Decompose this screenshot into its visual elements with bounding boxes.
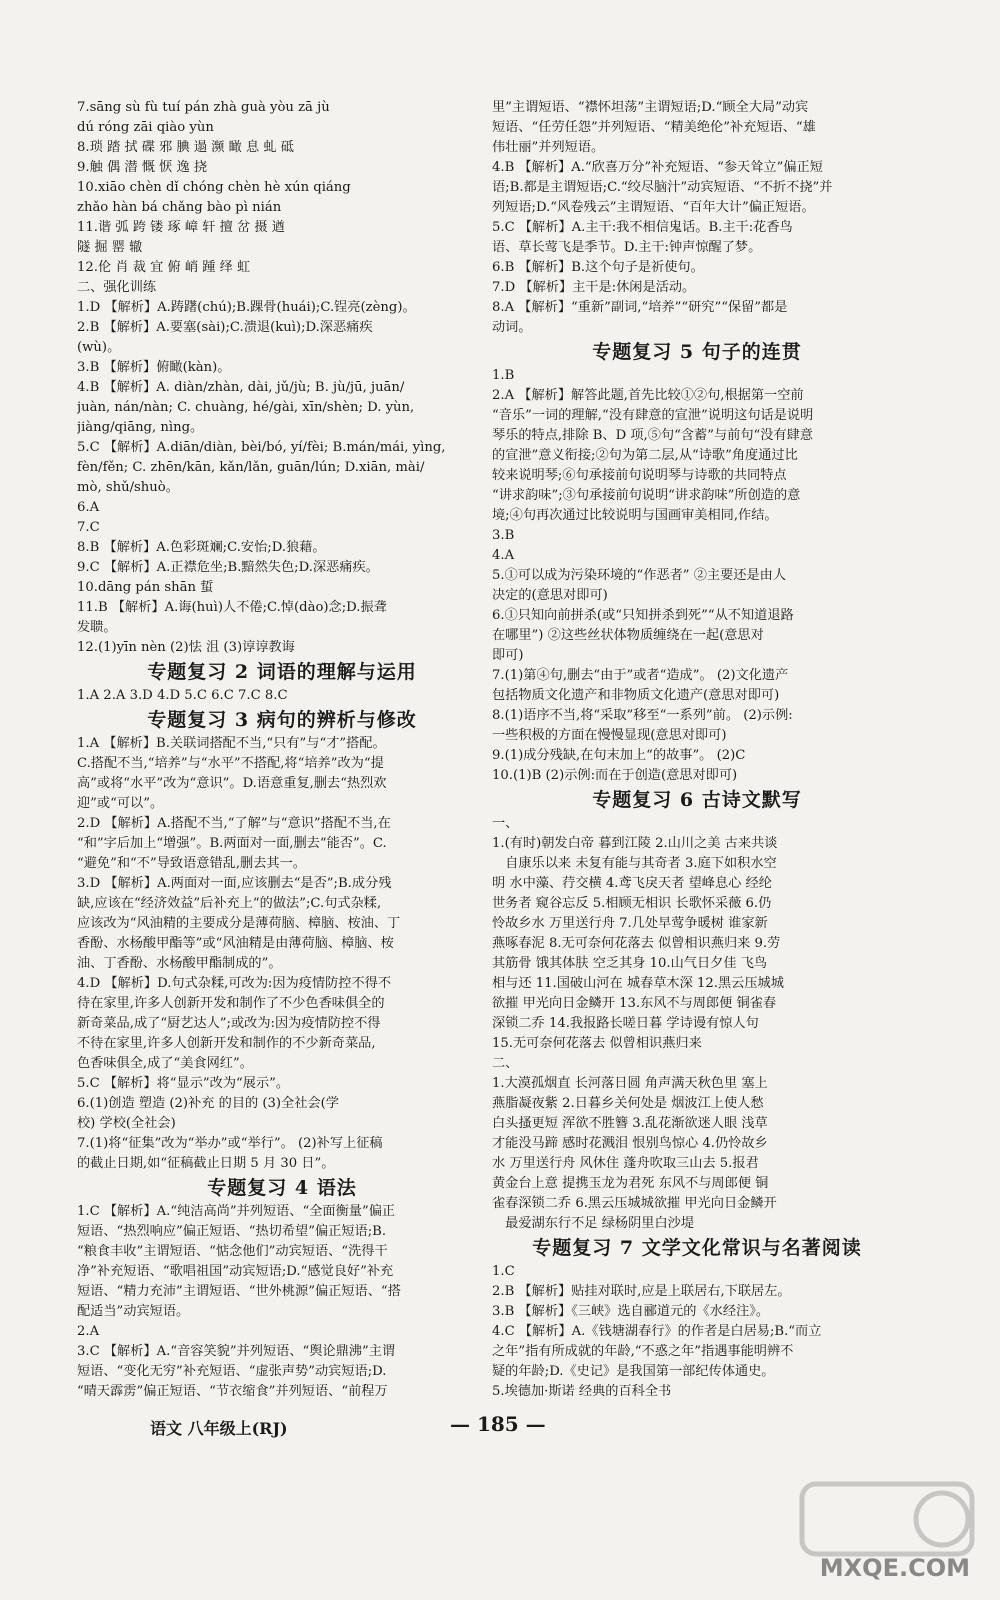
- text-line: 雀春深锁二乔 6.黑云压城城欲摧 甲光向日金鳞开: [492, 1196, 777, 1211]
- text-line: 9.C 【解析】A.正襟危坐;B.黯然失色;D.深恶痛疾。: [77, 560, 379, 575]
- text-line: 迎”或“可以”。: [77, 796, 164, 811]
- text-line: 2.A: [77, 1324, 100, 1339]
- text-line: 8.(1)语序不当,将“采取”移至“一系列”前。 (2)示例:: [492, 708, 793, 723]
- section-heading: 专题复习 5 句子的连贯: [592, 341, 802, 363]
- text-line: 3.C 【解析】A.“音容笑貌”并列短语、“舆论鼎沸”主谓: [77, 1344, 396, 1359]
- text-line: 1.B: [492, 368, 515, 383]
- text-line: 其筋骨 饿其体肤 空乏其身 10.山气日夕佳 飞鸟: [492, 956, 768, 971]
- text-line: 5.埃德加·斯诺 经典的百科全书: [492, 1384, 672, 1399]
- text-line: dú róng zāi qiào yùn: [77, 120, 214, 135]
- text-line: 伟壮丽”并列短语。: [492, 140, 605, 155]
- text-line: 2.B 【解析】贴挂对联时,应是上联居右,下联居左。: [492, 1284, 791, 1299]
- text-line: 7.(1)第④句,删去“由于”或者“造成”。 (2)文化遗产: [492, 668, 789, 683]
- text-line: 10.dāng pán shān 蜇: [77, 580, 214, 595]
- text-line: 新奇菜品,成了“厨艺达人”;或改为:因为疫情防控不得: [77, 1016, 381, 1031]
- text-line: 应该改为“风油精的主要成分是薄荷脑、樟脑、桉油、丁: [77, 916, 401, 931]
- text-line: 1.A 2.A 3.D 4.D 5.C 6.C 7.C 8.C: [77, 688, 288, 703]
- text-line: 发聩。: [77, 620, 117, 635]
- text-line: jiàng/qiāng, nìng。: [77, 420, 204, 435]
- footer-subject: 语文 八年级上(RJ): [150, 1419, 288, 1438]
- text-line: 最爱湖东行不足 绿杨阴里白沙堤: [492, 1216, 695, 1231]
- text-line: 3.D 【解析】A.两面对一面,应该删去“是否”;B.成分残: [77, 876, 392, 891]
- text-line: 里”主谓短语、“襟怀坦荡”主谓短语;D.“顾全大局”动宾: [492, 100, 809, 115]
- text-line: 动词。: [492, 320, 532, 335]
- text-line: 琴乐的特点,排除 B、D 项,⑤句“含蓄”与前句“没有肆意: [492, 428, 814, 443]
- text-line: 7.(1)将“征集”改为“举办”或“举行”。 (2)补写上征稿: [77, 1136, 383, 1151]
- text-line: 疑的年龄;D.《史记》是我国第一部纪传体通史。: [492, 1364, 775, 1379]
- text-line: 之年”指有所成就的年龄,“不惑之年”指遇事能明辨不: [492, 1344, 794, 1359]
- text-line: 包括物质文化遗产和非物质文化遗产(意思对即可): [492, 688, 780, 703]
- text-line: 黄金台上意 提携玉龙为君死 东风不与周郎便 铜: [492, 1176, 769, 1191]
- text-line: mò, shǔ/shuò。: [77, 480, 179, 495]
- text-line: 9.触 偶 潜 慨 恹 逸 挠: [77, 160, 208, 175]
- text-line: 即可): [492, 648, 524, 663]
- text-line: 1.(有时)朝发白帝 暮到江陵 2.山川之美 古来共谈: [492, 836, 778, 851]
- text-line: 8.琐 踏 拭 碟 邪 腆 遢 濒 瞰 息 虬 砥: [77, 140, 294, 155]
- text-line: “讲求韵味”;③句承接前句说明“讲求韵味”所创造的意: [492, 488, 801, 503]
- text-line: 5.C 【解析】A.diān/diàn, bèi/bó, yí/fèi; B.mán/mái, yìng,: [77, 440, 446, 455]
- text-line: 1.大漠孤烟直 长河落日圆 角声满天秋色里 塞上: [492, 1076, 768, 1091]
- text-line: “晴天霹雳”偏正短语、“节衣缩食”并列短语、“前程万: [77, 1384, 388, 1399]
- text-line: 不待在家里,许多人创新开发和制作的不少新奇菜品,: [77, 1036, 376, 1051]
- text-line: 自康乐以来 未复有能与其奇者 3.庭下如积水空: [492, 856, 777, 871]
- text-line: 3.B 【解析】俯瞰(kàn)。: [77, 360, 231, 375]
- text-line: juàn, nán/nàn; C. chuàng, hé/gài, xīn/shèn; D. yùn,: [77, 400, 415, 415]
- text-line: 10.(1)B (2)示例:而在于创造(意思对即可): [492, 768, 738, 783]
- text-line: 7.C: [77, 520, 100, 535]
- text-line: 的宣泄”意义衔接;②句为第二层,从“诗歌”角度通过比: [492, 448, 798, 463]
- text-line: 11.谐 弧 跨 镂 琢 嶂 轩 擅 岔 摄 遒: [77, 220, 285, 235]
- left-column: [77, 98, 487, 1402]
- text-line: 在哪里”) ②这些丝状体物质缠绕在一起(意思对: [492, 628, 764, 643]
- text-line: 6.A: [77, 500, 100, 515]
- text-line: “音乐”一词的理解,“没有肆意的宣泄”说明这句话是说明: [492, 408, 814, 423]
- text-line: 缺,应该在“经济效益”后补充上“的做法”;C.句式杂糅,: [77, 896, 382, 911]
- page-number: — 185 —: [450, 1412, 546, 1436]
- text-line: 深锁二乔 14.我报路长嗟日暮 学诗谩有惊人句: [492, 1016, 759, 1031]
- text-line: 的截止日期,如“征稿截止日期 5 月 30 日”。: [77, 1156, 335, 1171]
- text-line: zhǎo hàn bá chǎng bào pì nián: [77, 200, 282, 215]
- text-line: 11.B 【解析】A.诲(huì)人不倦;C.悼(dào)念;D.振聋: [77, 600, 387, 615]
- text-line: 7.D 【解析】主干是:休闲是活动。: [492, 280, 696, 295]
- text-line: 较来说明琴;⑥句承接前句说明琴与诗歌的共同特点: [492, 468, 787, 483]
- text-line: 12.伦 肖 裁 宜 俯 峭 踵 绎 虹: [77, 260, 251, 275]
- text-line: 二、强化训练: [77, 280, 157, 295]
- text-line: 5.C 【解析】A.主干:我不相信鬼话。B.主干:花香鸟: [492, 220, 793, 235]
- text-line: 一些积极的方面在慢慢显现(意思对即可): [492, 728, 727, 743]
- text-line: 怜故乡水 万里送行舟 7.几处早莺争暖树 谁家新: [492, 916, 768, 931]
- text-line: 油、丁香酚、水杨酸甲酯制成的”。: [77, 956, 282, 971]
- text-line: 白头搔更短 浑欲不胜簪 3.乱花渐欲迷人眼 浅草: [492, 1116, 768, 1131]
- text-line: 燕啄春泥 8.无可奈何花落去 似曾相识燕归来 9.劳: [492, 936, 781, 951]
- text-line: 2.D 【解析】A.搭配不当,“了解”与“意识”搭配不当,在: [77, 816, 391, 831]
- text-line: 校) 学校(全社会): [77, 1116, 176, 1131]
- text-line: 短语、“变化无穷”补充短语、“虚张声势”动宾短语;D.: [77, 1364, 387, 1379]
- text-line: 6.B 【解析】B.这个句子是祈使句。: [492, 260, 704, 275]
- text-line: “避免”和“不”导致语意错乱,删去其一。: [77, 856, 306, 871]
- text-line: 决定的(意思对即可): [492, 588, 608, 603]
- text-line: 待在家里,许多人创新开发和制作了不少色香味俱全的: [77, 996, 385, 1011]
- text-line: 明 水中藻、荇交横 4.鸢飞戾天者 望峰息心 经纶: [492, 876, 772, 891]
- text-line: 15.无可奈何花落去 似曾相识燕归来: [492, 1036, 702, 1051]
- text-line: 欲摧 甲光向日金鳞开 13.东风不与周郎便 铜雀春: [492, 996, 777, 1011]
- text-line: 世务者 窥谷忘反 5.相顾无相识 长歌怀采薇 6.仍: [492, 896, 772, 911]
- watermark-text: MXQE.COM: [819, 1554, 970, 1582]
- text-line: 1.D 【解析】A.踌躇(chú);B.踝骨(huái);C.锃亮(zèng)。: [77, 300, 416, 315]
- text-line: C.搭配不当,“培养”与“水平”不搭配,将“培养”改为“提: [77, 756, 384, 771]
- text-line: 4.A: [492, 548, 515, 563]
- page-footer: [0, 1412, 1000, 1446]
- text-line: 1.C 【解析】A.“纯洁高尚”并列短语、“全面衡量”偏正: [77, 1204, 396, 1219]
- text-line: 色香味俱全,成了“美食网红”。: [77, 1056, 253, 1071]
- text-line: 高”或将“水平”改为“意识”。D.语意重复,删去“热烈欢: [77, 776, 387, 791]
- text-line: 短语、“任劳任怨”并列短语、“精美绝伦”补充短语、“雄: [492, 120, 816, 135]
- section-heading: 专题复习 4 语法: [207, 1177, 357, 1199]
- text-line: 短语、“热烈响应”偏正短语、“热切希望”偏正短语;B.: [77, 1224, 387, 1239]
- text-line: 8.A 【解析】“重新”副词,“培养”“研究”“保留”都是: [492, 300, 788, 315]
- section-heading: 专题复习 2 词语的理解与运用: [147, 661, 417, 683]
- text-line: 10.xiāo chèn dǐ chóng chèn hè xún qiáng: [77, 180, 351, 195]
- text-line: 境;④句再次通过比较说明与国画审美相同,作结。: [492, 508, 778, 523]
- section-heading: 专题复习 7 文学文化常识与名著阅读: [532, 1237, 862, 1259]
- text-line: 9.(1)成分残缺,在句末加上“的故事”。 (2)C: [492, 748, 746, 763]
- text-line: 1.A 【解析】B.关联词搭配不当,“只有”与“才”搭配。: [77, 736, 386, 751]
- text-line: 4.C 【解析】A.《钱塘湖春行》的作者是白居易;B.“而立: [492, 1324, 822, 1339]
- text-line: (wù)。: [77, 340, 121, 355]
- text-line: “粮食丰收”主谓短语、“惦念他们”动宾短语、“洗得干: [77, 1244, 388, 1259]
- text-line: 语、草长莺飞是季节。D.主干:钟声惊醒了梦。: [492, 240, 762, 255]
- text-line: 6.(1)创造 塑造 (2)补充 的目的 (3)全社会(学: [77, 1096, 339, 1111]
- text-line: 燕脂凝夜紫 2.日暮乡关何处是 烟波江上使人愁: [492, 1096, 764, 1111]
- text-line: 语;B.都是主谓短语;C.“绞尽脑汁”动宾短语、“不折不挠”并: [492, 180, 833, 195]
- text-line: 香酚、水杨酸甲酯等”或“风油精是由薄荷脑、樟脑、桉: [77, 936, 394, 951]
- text-line: 2.B 【解析】A.要塞(sài);C.溃退(kuì);D.深恶痛疾: [77, 320, 373, 335]
- right-column: [492, 98, 902, 1402]
- text-line: 列短语;D.“风卷残云”主谓短语、“百年大计”偏正短语。: [492, 200, 815, 215]
- text-line: 3.B 【解析】《三峡》选自郦道元的《水经注》。: [492, 1304, 770, 1319]
- text-line: 4.B 【解析】A.“欣喜万分”补充短语、“参天耸立”偏正短: [492, 160, 823, 175]
- text-line: 4.D 【解析】D.句式杂糅,可改为:因为疫情防控不得不: [77, 976, 392, 991]
- text-line: 二、: [492, 1056, 519, 1071]
- text-line: 配适当”动宾短语。: [77, 1304, 190, 1319]
- text-line: 短语、“精力充沛”主谓短语、“世外桃源”偏正短语、“搭: [77, 1284, 401, 1299]
- text-line: 水 万里送行舟 风休住 蓬舟吹取三山去 5.报君: [492, 1156, 759, 1171]
- text-line: 1.C: [492, 1264, 515, 1279]
- text-line: 2.A 【解析】解答此题,首先比较①②句,根据第一空前: [492, 388, 804, 403]
- text-line: 净”补充短语、“歌唱祖国”动宾短语;D.“感觉良好”补充: [77, 1264, 394, 1279]
- text-line: 8.B 【解析】A.色彩斑斓;C.安怡;D.狼藉。: [77, 540, 326, 555]
- text-line: 5.①可以成为污染环境的“作恶者” ②主要还是由人: [492, 568, 787, 583]
- text-line: 隧 掘 罂 辙: [77, 240, 143, 255]
- text-line: 才能没马蹄 感时花溅泪 恨别鸟惊心 4.仍怜故乡: [492, 1136, 768, 1151]
- text-line: 相与还 11.国破山河在 城春草木深 12.黑云压城城: [492, 976, 784, 991]
- text-line: 4.B 【解析】A. diàn/zhàn, dài, jǔ/jù; B. jù/jū, juān/: [77, 380, 405, 395]
- section-heading: 专题复习 6 古诗文默写: [592, 789, 802, 811]
- text-line: 一、: [492, 816, 519, 831]
- text-line: fèn/fěn; C. zhēn/kān, kǎn/lǎn, guān/lún; D.xiān, mài/: [77, 460, 425, 475]
- text-line: 7.sāng sù fù tuí pán zhà guà yòu zā jù: [77, 100, 330, 115]
- text-line: 6.①只知向前拼杀(或“只知拼杀到死”“从不知道退路: [492, 608, 794, 623]
- section-heading: 专题复习 3 病句的辨析与修改: [147, 709, 417, 731]
- text-line: “和”字后加上“增强”。B.两面对一面,删去“能否”。C.: [77, 836, 387, 851]
- text-line: 5.C 【解析】将“显示”改为“展示”。: [77, 1076, 290, 1091]
- text-line: 12.(1)yīn nèn (2)怯 沮 (3)谆谆教诲: [77, 640, 295, 655]
- text-line: 3.B: [492, 528, 515, 543]
- document-page: [60, 98, 980, 1478]
